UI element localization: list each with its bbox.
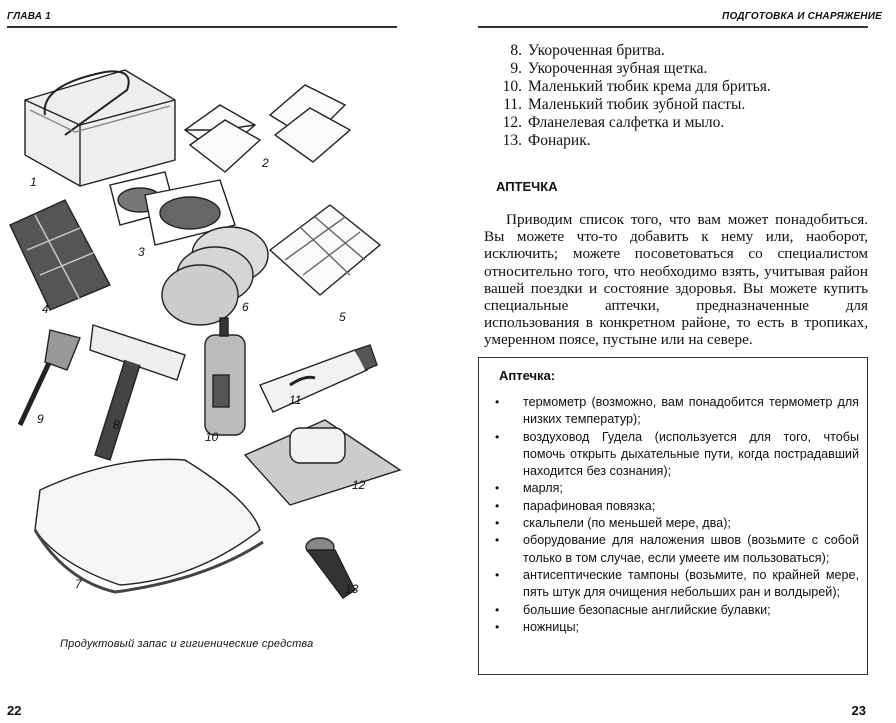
- item-number: 8.: [510, 42, 522, 59]
- item-text: Маленький тюбик крема для бритья.: [528, 78, 771, 95]
- list-item: [493, 602, 859, 619]
- figure-label: 10: [205, 430, 219, 444]
- list-item: [496, 132, 771, 150]
- item-text: Маленький тюбик зубной пасты.: [528, 96, 746, 113]
- figure-label: 11: [289, 393, 302, 407]
- item-number: 11.: [503, 96, 522, 113]
- item-text: ножницы;: [523, 619, 579, 634]
- bullet-icon: •: [495, 619, 500, 634]
- right-page: [448, 0, 896, 723]
- header-rule-right: [478, 26, 868, 28]
- bullet-icon: •: [495, 602, 500, 617]
- toothbrush-icon: [20, 330, 80, 425]
- figure-label: 12: [352, 478, 366, 492]
- item-text: термометр (возможно, вам понадобится термометр для низких температур);: [523, 395, 859, 427]
- figure-label: 2: [262, 156, 269, 170]
- item-text: скальпели (по меньшей мере, два);: [523, 516, 731, 531]
- figure-label: 6: [242, 300, 249, 314]
- bullet-icon: •: [495, 516, 500, 531]
- item-text: антисептические тампоны (возьмите, по крайней мере, пять штук для очищения небольших ран и волдырей);: [523, 567, 859, 600]
- list-item: [496, 42, 771, 60]
- bullet-icon: •: [495, 498, 500, 513]
- item-text: Укороченная зубная щетка.: [528, 60, 708, 77]
- white-chocolate-bar-icon: [270, 205, 380, 295]
- bullet-icon: •: [495, 395, 500, 409]
- running-head-left: ГЛАВА 1: [7, 11, 51, 22]
- numbered-list: [496, 42, 771, 150]
- page-number-left: 22: [7, 703, 22, 718]
- shaving-cream-can-icon: [205, 318, 245, 435]
- bullet-icon: •: [495, 429, 500, 444]
- item-text: Фланелевая салфетка и мыло.: [528, 114, 725, 131]
- bullet-icon: •: [495, 481, 500, 496]
- item-text: воздуховод Гудела (используется для того, чтобы помочь открыть дыхательные пути, когда пострадавший находится без сознания);: [523, 429, 859, 479]
- item-text: оборудование для наложения швов (возьмите с собой только в том случае, если умеете им пользоваться);: [523, 533, 859, 565]
- list-item: [493, 394, 859, 429]
- page-number-right: 23: [851, 703, 866, 718]
- figure-label: 3: [138, 245, 145, 259]
- item-number: 9.: [510, 60, 522, 77]
- item-text: Фонарик.: [528, 132, 591, 149]
- running-head-right: ПОДГОТОВКА И СНАРЯЖЕНИЕ: [722, 11, 882, 22]
- figure-label: 9: [37, 412, 44, 426]
- list-item: [493, 567, 859, 602]
- first-aid-list: [493, 394, 859, 636]
- section-heading: АПТЕЧКА: [496, 179, 558, 194]
- box-title: Аптечка:: [499, 368, 556, 383]
- chocolate-bar-icon: [10, 200, 110, 310]
- toothpaste-tube-icon: [260, 345, 377, 412]
- mess-tin-icon: [25, 70, 175, 186]
- figure-label: 4: [42, 302, 49, 316]
- item-number: 10.: [502, 78, 522, 95]
- figure-label: 1: [30, 175, 37, 189]
- figure-label: 8: [113, 418, 120, 432]
- list-item: [493, 515, 859, 532]
- list-item: [496, 114, 771, 132]
- list-item: [496, 60, 771, 78]
- figure-label: 5: [339, 310, 346, 324]
- list-item: [496, 78, 771, 96]
- figure-caption: Продуктовый запас и гигиенические средства: [60, 638, 314, 650]
- item-text: Укороченная бритва.: [528, 42, 665, 59]
- figure-illustration: [5, 60, 445, 620]
- biscuits-icon: [162, 227, 268, 325]
- list-item: [493, 480, 859, 497]
- item-number: 13.: [502, 132, 522, 149]
- figure-label: 7: [75, 577, 82, 591]
- list-item: [493, 498, 859, 515]
- list-item: [493, 532, 859, 567]
- body-paragraph: Приводим список того, что вам может понадобиться. Вы можете что-то добавить к нему или, наоборот, исключить; можете посоветоваться со специалистом относительно того, что необходимо взять, учитывая район вашей поездки и состояние здоровья. Вы можете купить специальные аптечки, предназначенные для использования в конкретном районе, то есть в тропиках, умеренном поясе, пустыне или на севере.: [484, 211, 868, 349]
- item-text: большие безопасные английские булавки;: [523, 602, 771, 617]
- first-aid-kit-box: [478, 357, 868, 675]
- item-text: парафиновая повязка;: [523, 498, 656, 513]
- figure-label: 13: [345, 582, 359, 596]
- towel-icon: [35, 459, 263, 592]
- item-text: марля;: [523, 481, 563, 496]
- item-number: 12.: [502, 114, 522, 131]
- bullet-icon: •: [495, 567, 500, 582]
- list-item: [493, 429, 859, 481]
- header-rule-left: [7, 26, 397, 28]
- list-item: [496, 96, 771, 114]
- razor-icon: [90, 325, 185, 460]
- bullet-icon: •: [495, 533, 500, 548]
- flannel-and-soap-icon: [245, 420, 400, 505]
- list-item: [493, 619, 859, 636]
